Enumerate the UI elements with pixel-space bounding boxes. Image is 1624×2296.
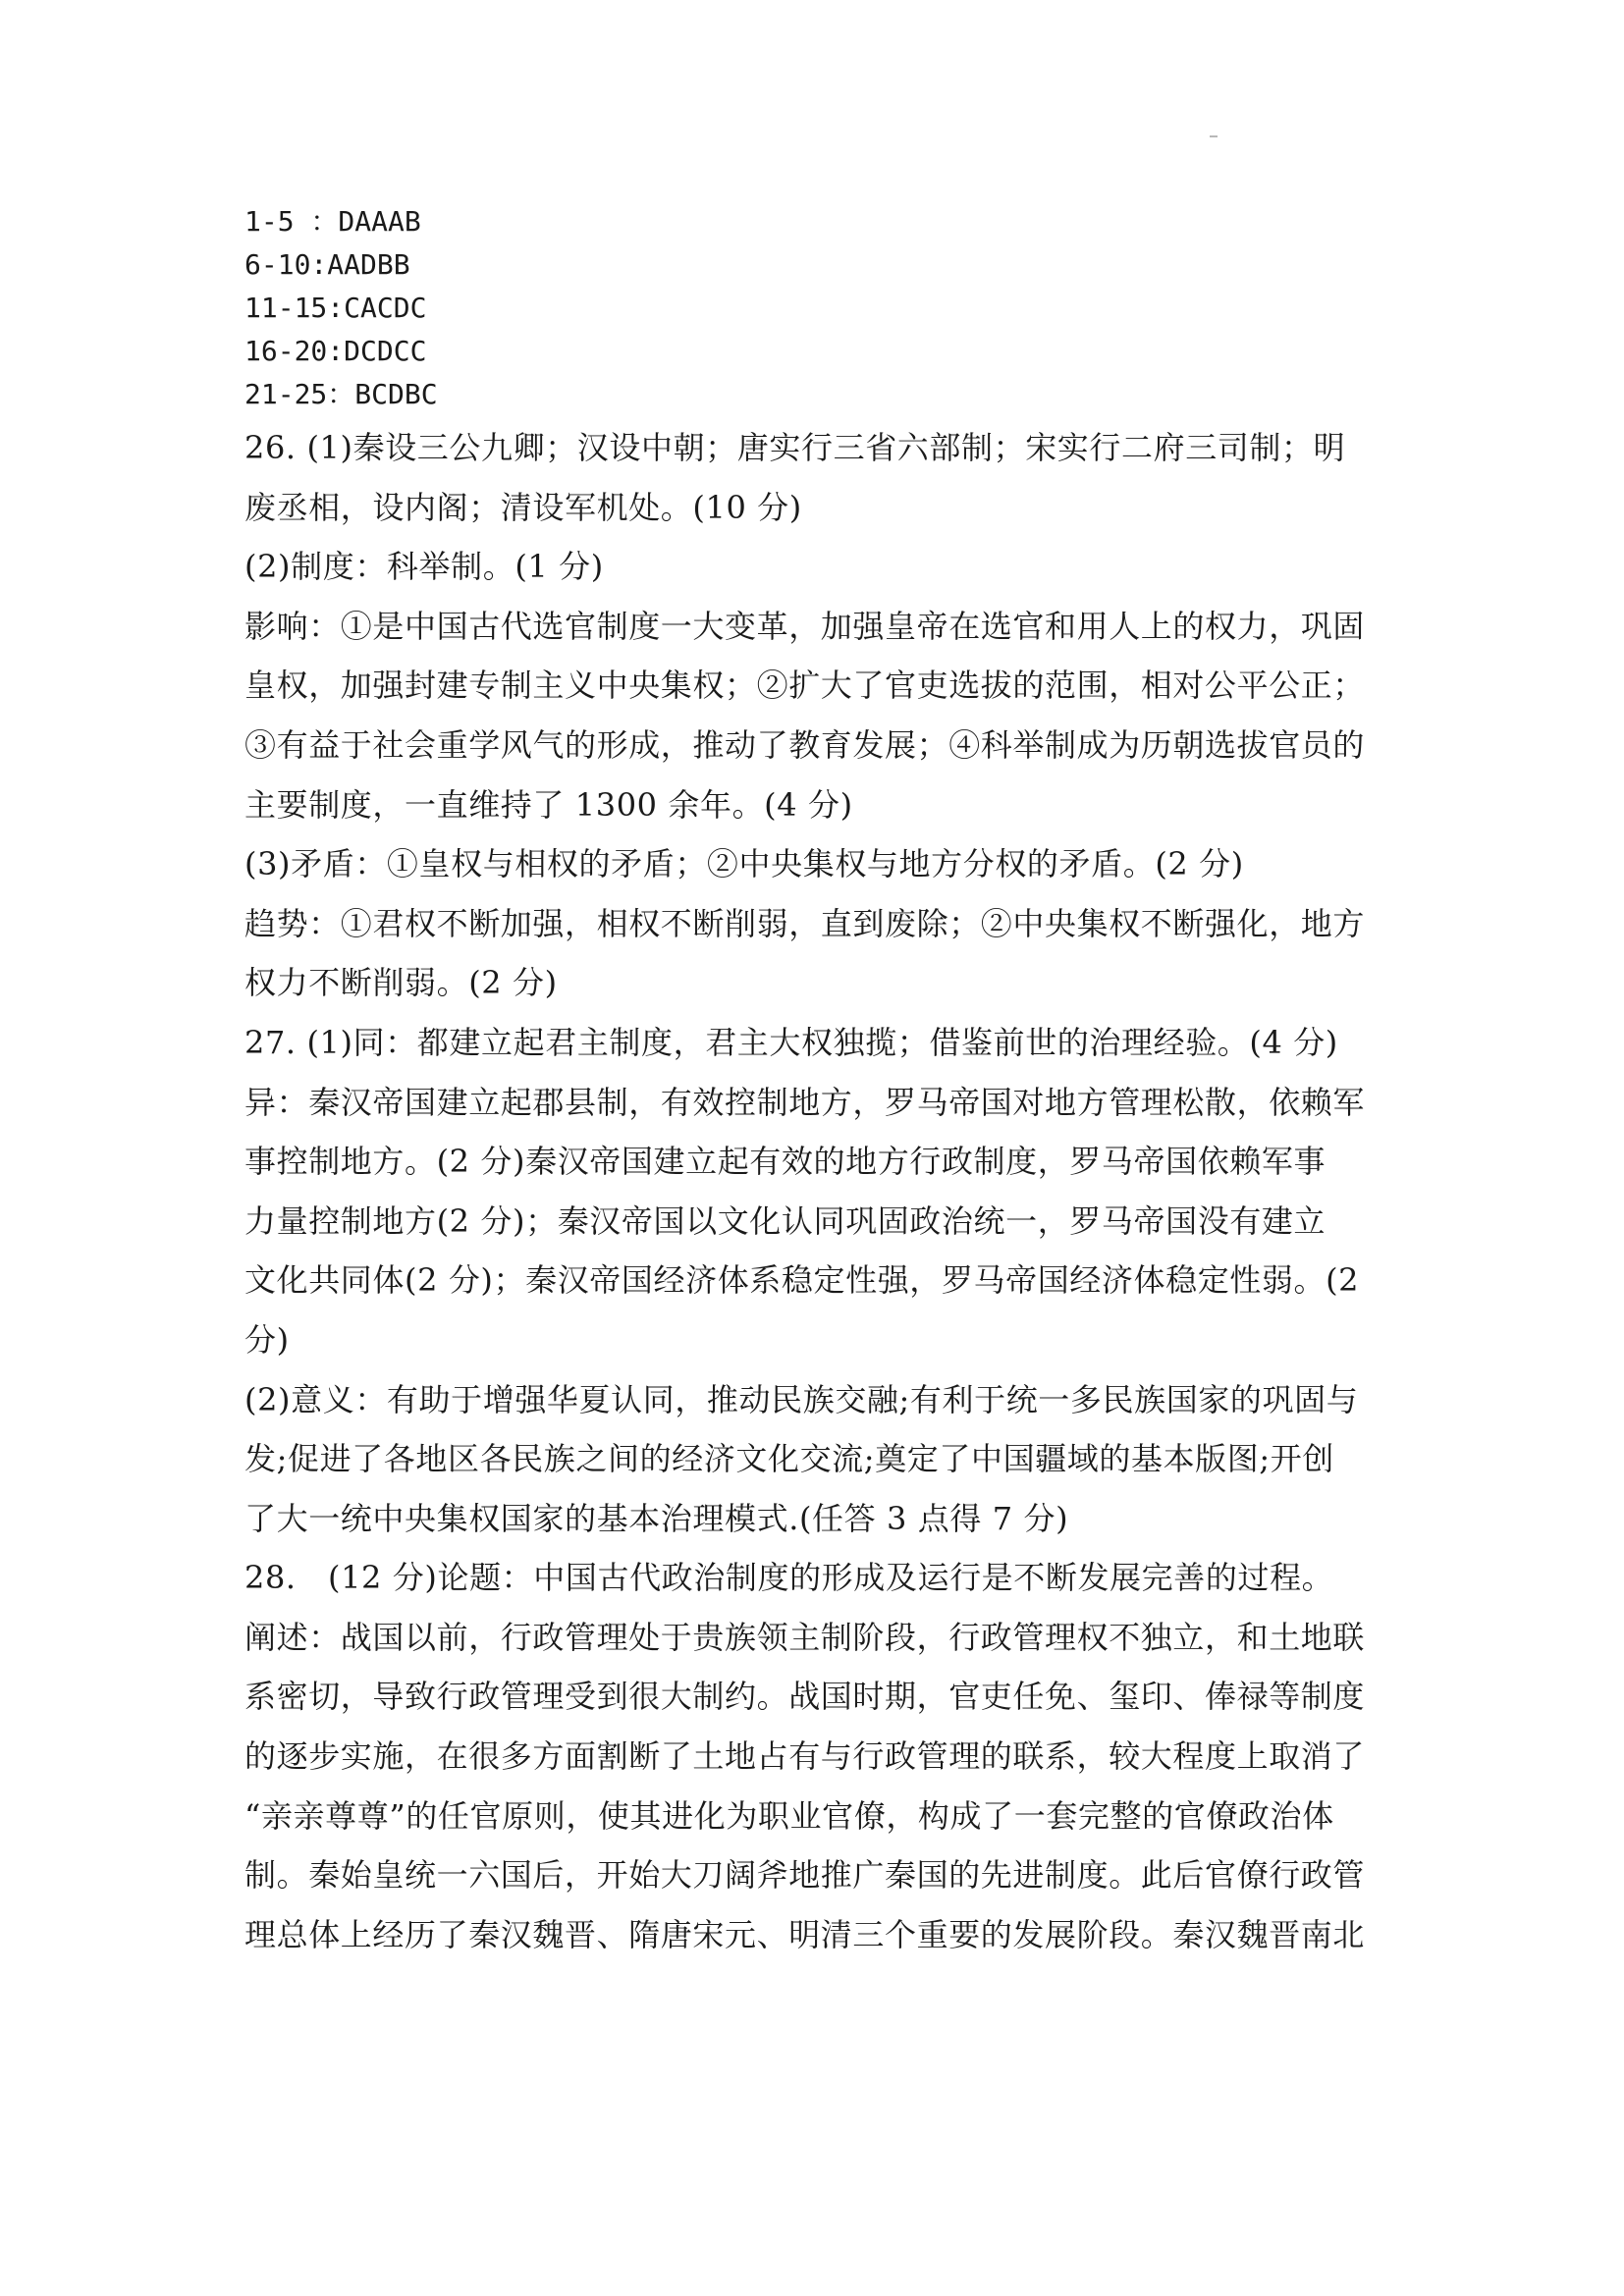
text-line: 力量控制地方(2 分)；秦汉帝国以文化认同巩固政治统一，罗马帝国没有建立 [244, 1201, 1326, 1240]
scan-mark [1210, 135, 1218, 137]
answer-key-line: 1-5 ：DAAAB [244, 205, 421, 238]
answer-key-line: 16-20:DCDCC [244, 335, 427, 367]
text-line: 皇权，加强封建专制主义中央集权；②扩大了官吏选拔的范围，相对公平公正； [244, 667, 1366, 705]
text-line: 异：秦汉帝国建立起郡县制，有效控制地方，罗马帝国对地方管理松散，依赖军 [244, 1083, 1366, 1121]
answer-key-line: 21-25：BCDBC [244, 378, 438, 410]
text-line: 影响：①是中国古代选官制度一大变革，加强皇帝在选官和用人上的权力，巩固 [244, 607, 1366, 645]
text-line: 阐述：战国以前，行政管理处于贵族领主制阶段，行政管理权不独立，和土地联 [244, 1618, 1366, 1656]
text-line: 发;促进了各地区各民族之间的经济文化交流;奠定了中国疆域的基本版图;开创 [244, 1440, 1334, 1478]
text-line: “亲亲尊尊”的任官原则，使其进化为职业官僚，构成了一套完整的官僚政治体 [244, 1796, 1334, 1835]
text-line: 事控制地方。(2 分)秦汉帝国建立起有效的地方行政制度，罗马帝国依赖军事 [244, 1143, 1326, 1181]
text-line: 制。秦始皇统一六国后，开始大刀阔斧地推广秦国的先进制度。此后官僚行政管 [244, 1856, 1366, 1895]
text-line: (2)意义：有助于增强华夏认同，推动民族交融;有利于统一多民族国家的巩固与 [244, 1380, 1359, 1418]
text-line: 文化共同体(2 分)；秦汉帝国经济体系稳定性强，罗马帝国经济体稳定性弱。(2 [244, 1261, 1360, 1300]
answer-text [244, 418, 1383, 1964]
text-line: 26. (1)秦设三公九卿；汉设中朝；唐实行三省六部制；宋实行二府三司制；明 [244, 429, 1346, 466]
text-line: 27. (1)同：都建立起君主制度，君主大权独揽；借鉴前世的治理经验。(4 分) [244, 1023, 1338, 1061]
answer-key-line: 6-10:AADBB [244, 248, 410, 281]
answer-content [244, 200, 1383, 1964]
text-line: 权力不断削弱。(2 分) [244, 964, 558, 1002]
text-line: 废丞相，设内阁；清设军机处。(10 分) [244, 488, 802, 526]
answer-key-line: 11-15:CACDC [244, 292, 427, 324]
text-line: 了大一统中央集权国家的基本治理模式.(任答 3 点得 7 分) [244, 1499, 1069, 1537]
text-line: 主要制度，一直维持了 1300 余年。(4 分) [244, 785, 853, 824]
text-line: ③有益于社会重学风气的形成，推动了教育发展；④科举制成为历朝选拔官员的 [244, 725, 1366, 764]
text-line: 的逐步实施，在很多方面割断了土地占有与行政管理的联系，较大程度上取消了 [244, 1737, 1366, 1776]
text-line: (3)矛盾：①皇权与相权的矛盾；②中央集权与地方分权的矛盾。(2 分) [244, 845, 1244, 883]
text-line: 分) [244, 1320, 290, 1359]
text-line: 28. (12 分)论题：中国古代政治制度的形成及运行是不断发展完善的过程。 [244, 1559, 1334, 1597]
text-line: 趋势：①君权不断加强，相权不断削弱，直到废除；②中央集权不断强化，地方 [244, 904, 1366, 942]
text-line: (2)制度：科举制。(1 分) [244, 548, 604, 586]
text-line: 系密切，导致行政管理受到很大制约。战国时期，官吏任免、玺印、俸禄等制度 [244, 1678, 1366, 1716]
text-line: 理总体上经历了秦汉魏晋、隋唐宋元、明清三个重要的发展阶段。秦汉魏晋南北 [244, 1915, 1366, 1953]
